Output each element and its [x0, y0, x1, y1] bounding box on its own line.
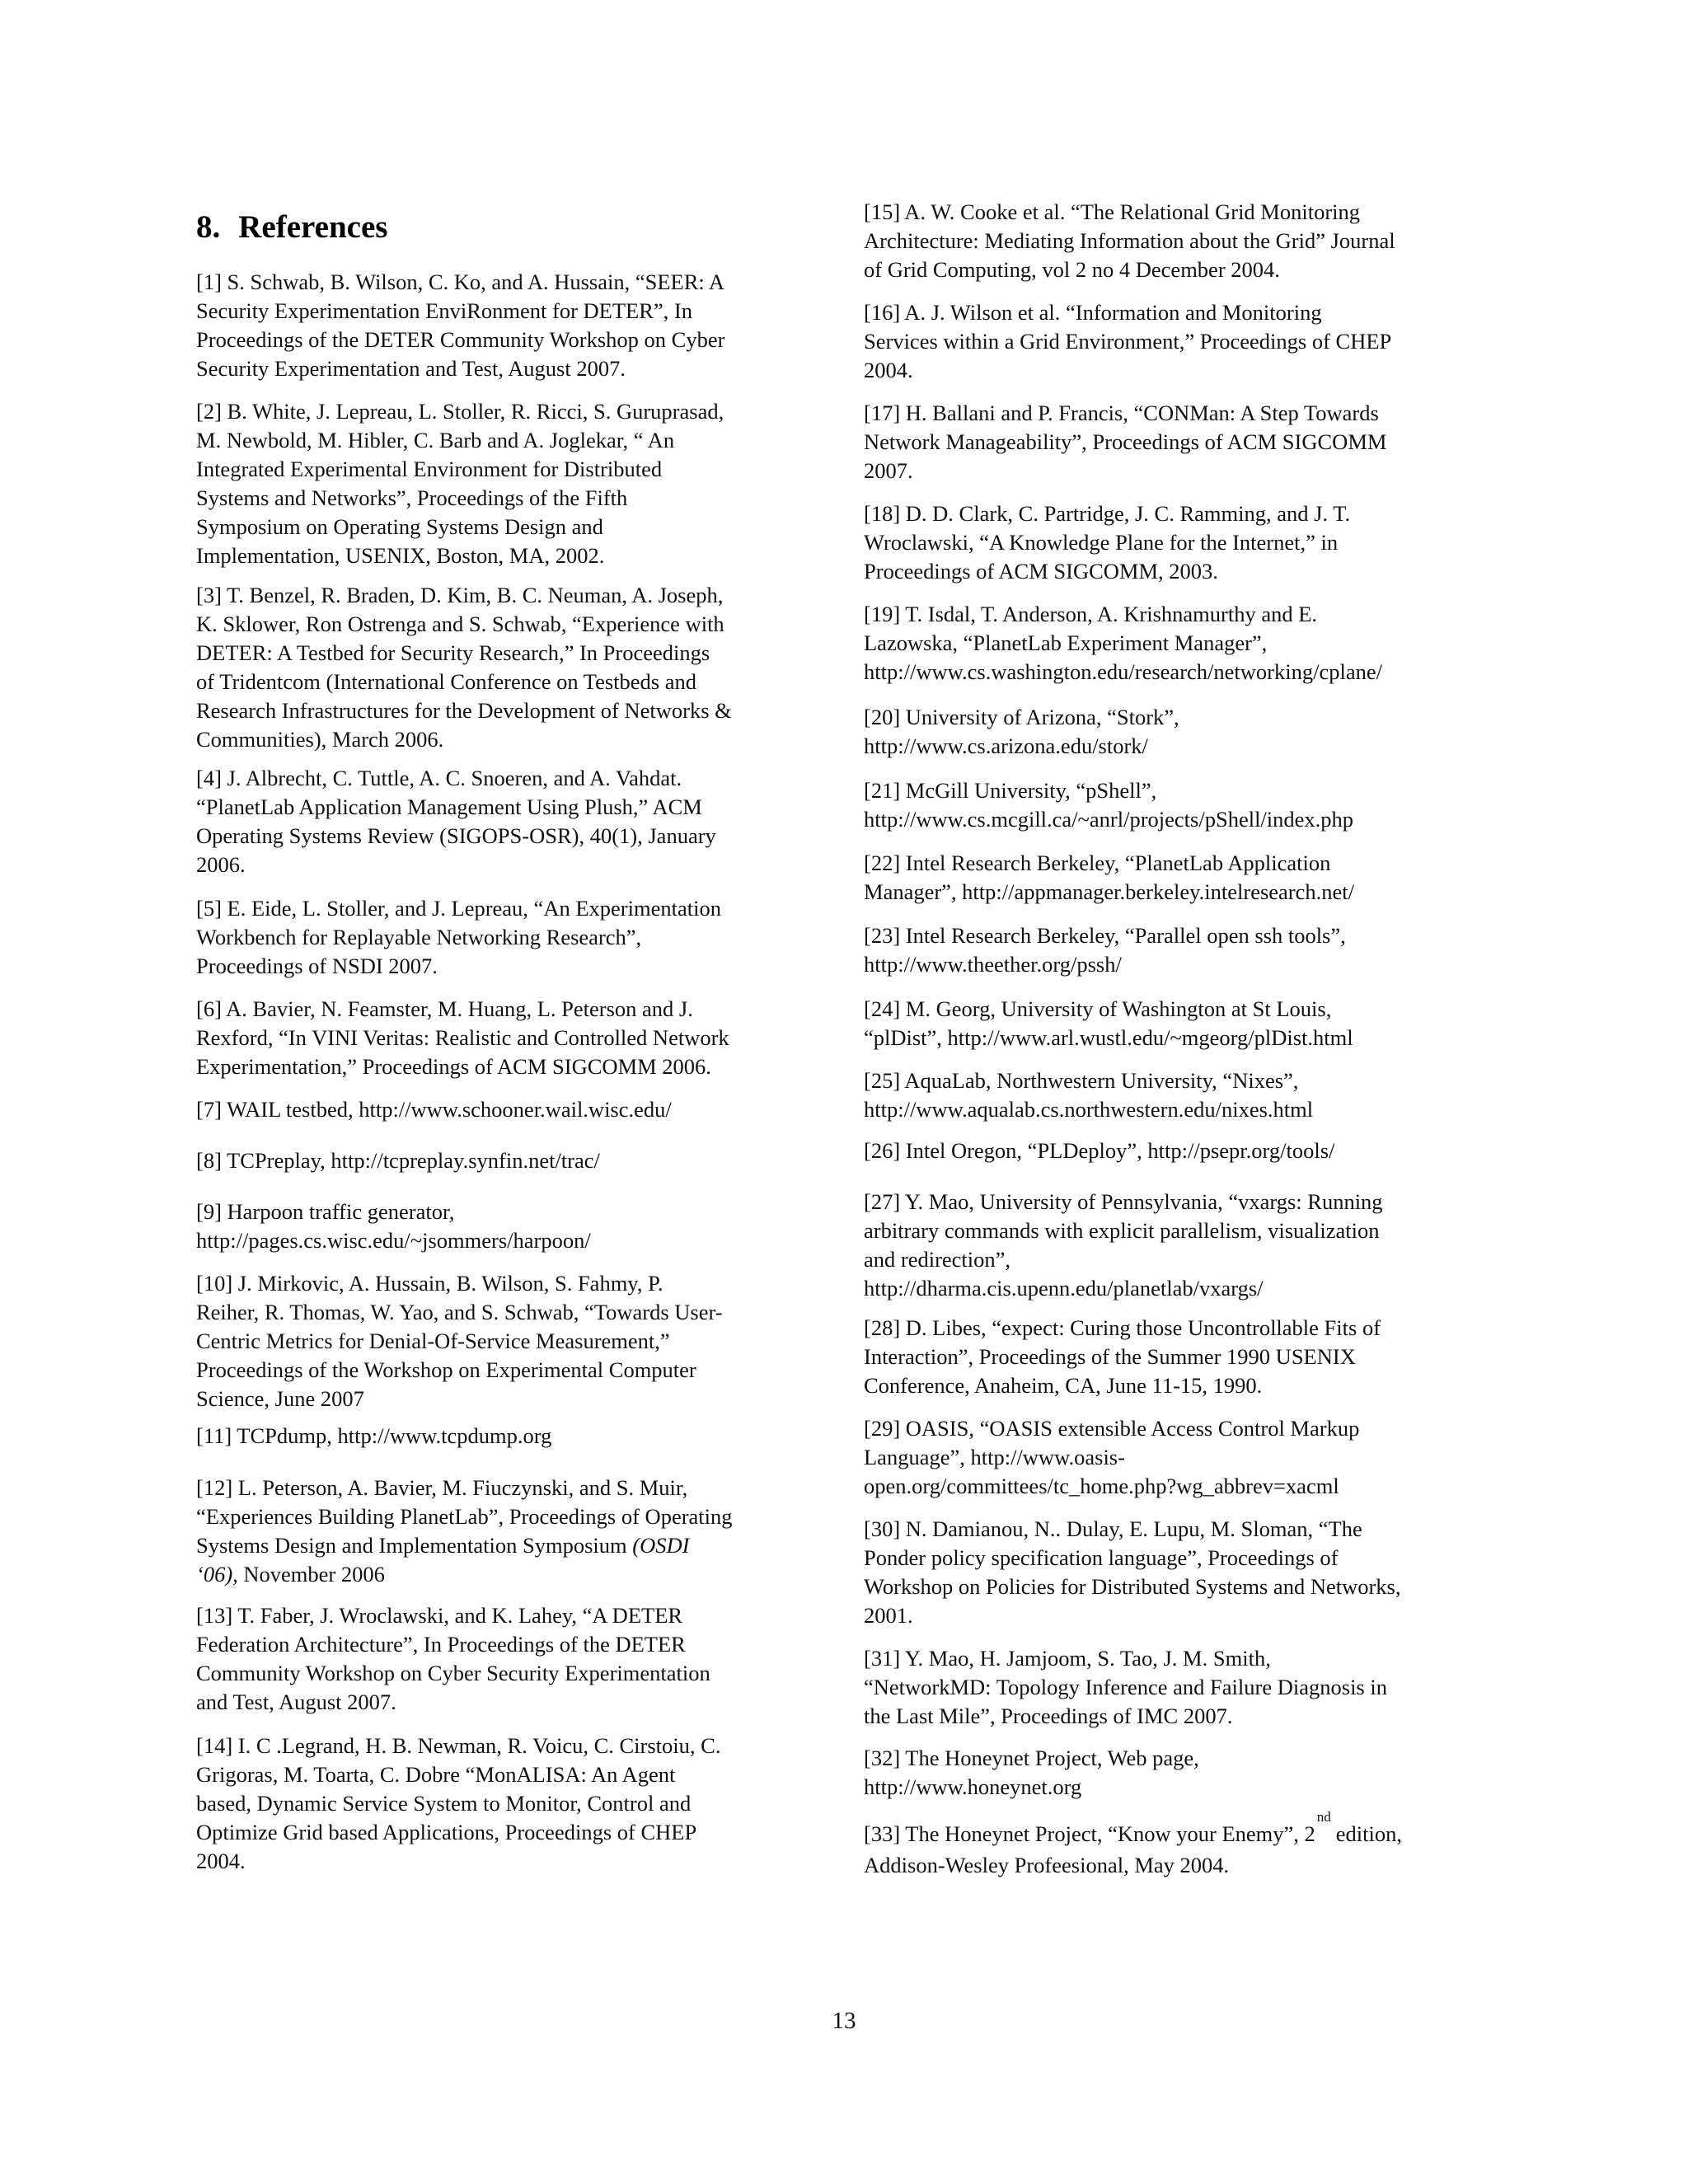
reference-line: M. Newbold, M. Hibler, C. Barb and A. Joglekar, “ An — [196, 428, 675, 452]
reference-line: and Test, August 2007. — [196, 1690, 396, 1714]
reference-line: Operating Systems Review (SIGOPS-OSR), 40(1), January — [196, 823, 716, 848]
reference-line: Network Manageability”, Proceedings of ACM SIGCOMM — [864, 429, 1387, 454]
reference-line: 2004. — [864, 358, 913, 382]
reference-line: and redirection”, — [864, 1247, 1011, 1272]
reference-entry — [196, 268, 810, 383]
reference-line: Experimentation,” Proceedings of ACM SIGCOMM 2006. — [196, 1054, 711, 1079]
reference-entry — [864, 1188, 1478, 1303]
reference-line: Proceedings of ACM SIGCOMM, 2003. — [864, 559, 1218, 583]
reference-line: [21] McGill University, “pShell”, — [864, 778, 1157, 803]
reference-line: the Last Mile”, Proceedings of IMC 2007. — [864, 1704, 1233, 1728]
reference-line: of Tridentcom (International Conference on Testbeds and — [196, 669, 697, 694]
reference-entry — [864, 1414, 1478, 1501]
reference-line: [3] T. Benzel, R. Braden, D. Kim, B. C. Neuman, A. Joseph, — [196, 583, 724, 607]
reference-line: Language”, http://www.oasis- — [864, 1445, 1125, 1469]
reference-line: [24] M. Georg, University of Washington at St Louis, — [864, 996, 1332, 1021]
reference-entry — [864, 1137, 1478, 1165]
reference-line: Optimize Grid based Applications, Proceedings of CHEP — [196, 1820, 697, 1844]
reference-line: [4] J. Albrecht, C. Tuttle, A. C. Snoeren, and A. Vahdat. — [196, 766, 682, 790]
reference-line: K. Sklower, Ron Ostrenga and S. Schwab, “Experience with — [196, 612, 724, 636]
reference-entry — [864, 198, 1478, 284]
reference-line: “plDist”, http://www.arl.wustl.edu/~mgeorg/plDist.html — [864, 1025, 1353, 1050]
reference-line: [1] S. Schwab, B. Wilson, C. Ko, and A. Hussain, “SEER: A — [196, 269, 725, 294]
reference-line: [26] Intel Oregon, “PLDeploy”, http://psepr.org/tools/ — [864, 1138, 1335, 1163]
reference-line: ‘06), November 2006 — [196, 1562, 385, 1586]
reference-line: [31] Y. Mao, H. Jamjoom, S. Tao, J. M. Smith, — [864, 1646, 1271, 1671]
reference-line: Federation Architecture”, In Proceedings of the DETER — [196, 1632, 686, 1657]
reference-line: Workbench for Replayable Networking Research”, — [196, 925, 642, 949]
reference-line: “PlanetLab Application Management Using Plush,” ACM — [196, 794, 702, 819]
reference-line: [16] A. J. Wilson et al. “Information and Monitoring — [864, 300, 1322, 325]
reference-line: Rexford, “In VINI Veritas: Realistic and Controlled Network — [196, 1025, 729, 1050]
reference-line: http://www.cs.washington.edu/research/networking/cplane/ — [864, 659, 1382, 684]
reference-line: [9] Harpoon traffic generator, — [196, 1199, 455, 1224]
reference-line: [8] TCPreplay, http://tcpreplay.synfin.net/trac/ — [196, 1148, 600, 1173]
page-number: 13 — [832, 2008, 856, 2034]
reference-entry — [196, 1474, 810, 1589]
section-number: 8. — [196, 209, 221, 245]
reference-line: [17] H. Ballani and P. Francis, “CONMan: A Step Towards — [864, 401, 1379, 425]
reference-entry — [864, 849, 1478, 907]
superscript: nd — [1316, 1809, 1331, 1825]
reference-line: [25] AquaLab, Northwestern University, “Nixes”, — [864, 1068, 1299, 1093]
reference-line: http://www.cs.mcgill.ca/~anrl/projects/pShell/index.php — [864, 807, 1354, 832]
reference-line: based, Dynamic Service System to Monitor, Control and — [196, 1791, 692, 1816]
reference-line: http://www.honeynet.org — [864, 1774, 1082, 1799]
section-heading — [196, 208, 387, 247]
reference-line: Conference, Anaheim, CA, June 11-15, 1990. — [864, 1373, 1263, 1398]
reference-line: [15] A. W. Cooke et al. “The Relational Grid Monitoring — [864, 199, 1361, 224]
reference-line — [864, 1809, 1478, 1851]
reference-entry — [864, 1809, 1478, 1880]
reference-line: Lazowska, “PlanetLab Experiment Manager”, — [864, 630, 1268, 655]
reference-line: Addison-Wesley Profeesional, May 2004. — [864, 1853, 1230, 1877]
reference-line: Centric Metrics for Denial-Of-Service Measurement,” — [196, 1329, 670, 1353]
section-title: References — [238, 209, 388, 245]
reference-line: Wroclawski, “A Knowledge Plane for the Internet,” in — [864, 530, 1339, 555]
reference-entry — [196, 1422, 810, 1451]
reference-line: Proceedings of the DETER Community Workshop on Cyber — [196, 327, 725, 352]
reference-line: Interaction”, Proceedings of the Summer 1990 USENIX — [864, 1344, 1356, 1369]
reference-entry — [196, 894, 810, 981]
reference-entry — [864, 1744, 1478, 1802]
reference-line: Services within a Grid Environment,” Proceedings of CHEP — [864, 329, 1392, 354]
reference-line: of Grid Computing, vol 2 no 4 December 2004. — [864, 257, 1280, 282]
reference-line: [30] N. Damianou, N.. Dulay, E. Lupu, M. Sloman, “The — [864, 1516, 1362, 1541]
reference-entry — [864, 1314, 1478, 1400]
reference-entry — [864, 776, 1478, 834]
reference-entry — [196, 1732, 810, 1876]
reference-line: [22] Intel Research Berkeley, “PlanetLab Application — [864, 851, 1331, 875]
reference-line: Proceedings of NSDI 2007. — [196, 954, 438, 978]
reference-line: [32] The Honeynet Project, Web page, — [864, 1746, 1199, 1770]
reference-entry — [196, 995, 810, 1081]
reference-line: Grigoras, M. Toarta, C. Dobre “MonALISA: An Agent — [196, 1762, 676, 1787]
reference-line: Security Experimentation and Test, August 2007. — [196, 356, 626, 381]
reference-line: 2004. — [196, 1849, 246, 1873]
reference-entry — [196, 1269, 810, 1413]
reference-line: [13] T. Faber, J. Wroclawski, and K. Lahey, “A DETER — [196, 1603, 683, 1628]
reference-entry — [864, 703, 1478, 761]
reference-line: Architecture: Mediating Information about the Grid” Journal — [864, 228, 1395, 253]
reference-line: open.org/committees/tc_home.php?wg_abbrev=xacml — [864, 1474, 1339, 1498]
reference-text: edition, — [1335, 1821, 1403, 1846]
reference-entry — [864, 995, 1478, 1052]
reference-line: http://pages.cs.wisc.edu/~jsommers/harpoon/ — [196, 1228, 591, 1253]
reference-line: [29] OASIS, “OASIS extensible Access Control Markup — [864, 1416, 1360, 1441]
reference-entry — [864, 298, 1478, 385]
reference-line: Proceedings of the Workshop on Experimental Computer — [196, 1357, 696, 1382]
reference-line: [18] D. D. Clark, C. Partridge, J. C. Ramming, and J. T. — [864, 501, 1351, 526]
reference-entry — [196, 1601, 810, 1717]
reference-line: [2] B. White, J. Lepreau, L. Stoller, R. Ricci, S. Guruprasad, — [196, 399, 724, 424]
reference-entry — [196, 1146, 810, 1175]
reference-entry — [864, 399, 1478, 485]
reference-line: [23] Intel Research Berkeley, “Parallel open ssh tools”, — [864, 923, 1346, 948]
reference-entry — [196, 397, 810, 570]
reference-line: Communities), March 2006. — [196, 727, 444, 752]
reference-line: Research Infrastructures for the Development of Networks & — [196, 698, 732, 723]
reference-line: Systems Design and Implementation Symposium (OSDI — [196, 1533, 690, 1558]
reference-line: [7] WAIL testbed, http://www.schooner.wail.wisc.edu/ — [196, 1097, 672, 1122]
reference-entry — [864, 1644, 1478, 1731]
reference-line: Systems and Networks”, Proceedings of the Fifth — [196, 485, 628, 510]
reference-line: [27] Y. Mao, University of Pennsylvania, “vxargs: Running — [864, 1189, 1383, 1214]
reference-line: Reiher, R. Thomas, W. Yao, and S. Schwab, “Towards User- — [196, 1300, 723, 1324]
reference-line: http://www.cs.arizona.edu/stork/ — [864, 733, 1148, 758]
reference-line: arbitrary commands with explicit parallelism, visualization — [864, 1218, 1380, 1243]
reference-line: [11] TCPdump, http://www.tcpdump.org — [196, 1423, 552, 1448]
reference-line: DETER: A Testbed for Security Research,” In Proceedings — [196, 640, 710, 665]
reference-entry — [196, 764, 810, 879]
reference-line: [19] T. Isdal, T. Anderson, A. Krishnamurthy and E. — [864, 602, 1318, 626]
reference-line: http://www.aqualab.cs.northwestern.edu/nixes.html — [864, 1097, 1314, 1122]
reference-line: Manager”, http://appmanager.berkeley.intelresearch.net/ — [864, 879, 1354, 904]
reference-line: Implementation, USENIX, Boston, MA, 2002. — [196, 543, 605, 568]
reference-line: Integrated Experimental Environment for Distributed — [196, 457, 663, 481]
reference-entry — [864, 600, 1478, 687]
reference-line: 2001. — [864, 1603, 913, 1628]
reference-line: Symposium on Operating Systems Design and — [196, 514, 603, 539]
reference-line: Science, June 2007 — [196, 1386, 364, 1411]
reference-line: [6] A. Bavier, N. Feamster, M. Huang, L. Peterson and J. — [196, 996, 693, 1021]
reference-line: Security Experimentation EnviRonment for DETER”, In — [196, 298, 692, 323]
reference-line: Ponder policy specification language”, Proceedings of — [864, 1545, 1339, 1570]
reference-line: Workshop on Policies for Distributed Systems and Networks, — [864, 1574, 1401, 1599]
reference-line: [14] I. C .Legrand, H. B. Newman, R. Voicu, C. Cirstoiu, C. — [196, 1733, 721, 1758]
reference-line: “NetworkMD: Topology Inference and Failure Diagnosis in — [864, 1675, 1387, 1699]
reference-text: [33] The Honeynet Project, “Know your Enemy”, 2 — [864, 1821, 1315, 1846]
reference-line: [12] L. Peterson, A. Bavier, M. Fiuczynski, and S. Muir, — [196, 1475, 688, 1500]
reference-entry — [864, 1066, 1478, 1124]
reference-entry — [864, 921, 1478, 979]
reference-entry — [196, 581, 810, 754]
reference-entry — [196, 1197, 810, 1255]
reference-line: Community Workshop on Cyber Security Experimentation — [196, 1661, 710, 1685]
reference-line: 2006. — [196, 852, 246, 877]
reference-line: [5] E. Eide, L. Stoller, and J. Lepreau, “An Experimentation — [196, 896, 721, 921]
reference-line: [20] University of Arizona, “Stork”, — [864, 705, 1179, 729]
reference-line: “Experiences Building PlanetLab”, Proceedings of Operating — [196, 1504, 733, 1529]
reference-line: [10] J. Mirkovic, A. Hussain, B. Wilson, S. Fahmy, P. — [196, 1271, 663, 1296]
reference-line: http://www.theether.org/pssh/ — [864, 952, 1122, 977]
reference-entry — [864, 1515, 1478, 1630]
reference-line: 2007. — [864, 458, 913, 483]
reference-entry — [196, 1095, 810, 1124]
reference-line: [28] D. Libes, “expect: Curing those Uncontrollable Fits of — [864, 1315, 1381, 1340]
reference-line: http://dharma.cis.upenn.edu/planetlab/vxargs/ — [864, 1276, 1264, 1301]
reference-entry — [864, 499, 1478, 586]
